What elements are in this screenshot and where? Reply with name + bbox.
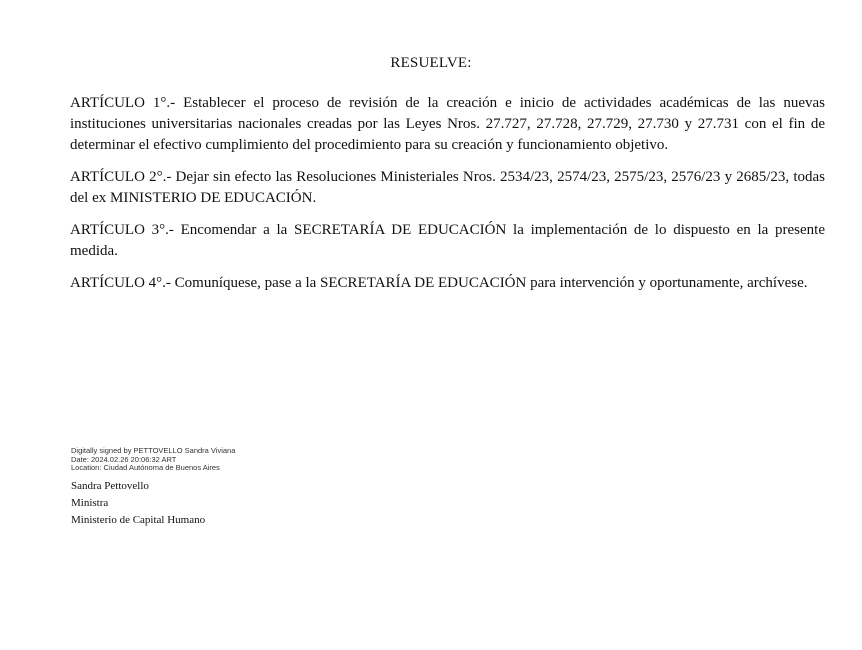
signature-signed-by: Digitally signed by PETTOVELLO Sandra Viviana: [71, 446, 236, 455]
signer-name: Sandra Pettovello: [71, 480, 149, 492]
signer-block: [71, 478, 205, 529]
signer-role: Ministra: [71, 497, 109, 509]
resolution-heading: RESUELVE:: [390, 55, 472, 71]
signature-location: Location: Ciudad Autónoma de Buenos Aires: [71, 463, 220, 472]
article-1: ARTÍCULO 1°.- Establecer el proceso de revisión de la creación e inicio de actividades académicas de las nuevas instituciones universitarias nacionales creadas por las Leyes Nros. 27.727, 27.728, 27.729, 27.730 y 27.731 con el fin de determinar el efectivo cumplimiento del procedimiento para su creación y funcionamiento objetivo.: [70, 95, 825, 153]
article-4: ARTÍCULO 4°.- Comuníquese, pase a la SECRETARÍA DE EDUCACIÓN para intervención y oportunamente, archívese.: [70, 275, 808, 291]
articles-section: [70, 93, 825, 305]
signer-ministry: Ministerio de Capital Humano: [71, 514, 206, 526]
article-3: ARTÍCULO 3°.- Encomendar a la SECRETARÍA DE EDUCACIÓN la implementación de lo dispuesto en la presente medida.: [70, 222, 825, 259]
digital-signature-stamp: [71, 447, 235, 473]
signature-date: Date: 2024.02.26 20:06:32 ART: [71, 454, 177, 464]
article-2: ARTÍCULO 2°.- Dejar sin efecto las Resoluciones Ministeriales Nros. 2534/23, 2574/23, 2575/23, 2576/23 y 2685/23, todas del ex MINISTERIO DE EDUCACIÓN.: [70, 169, 825, 206]
